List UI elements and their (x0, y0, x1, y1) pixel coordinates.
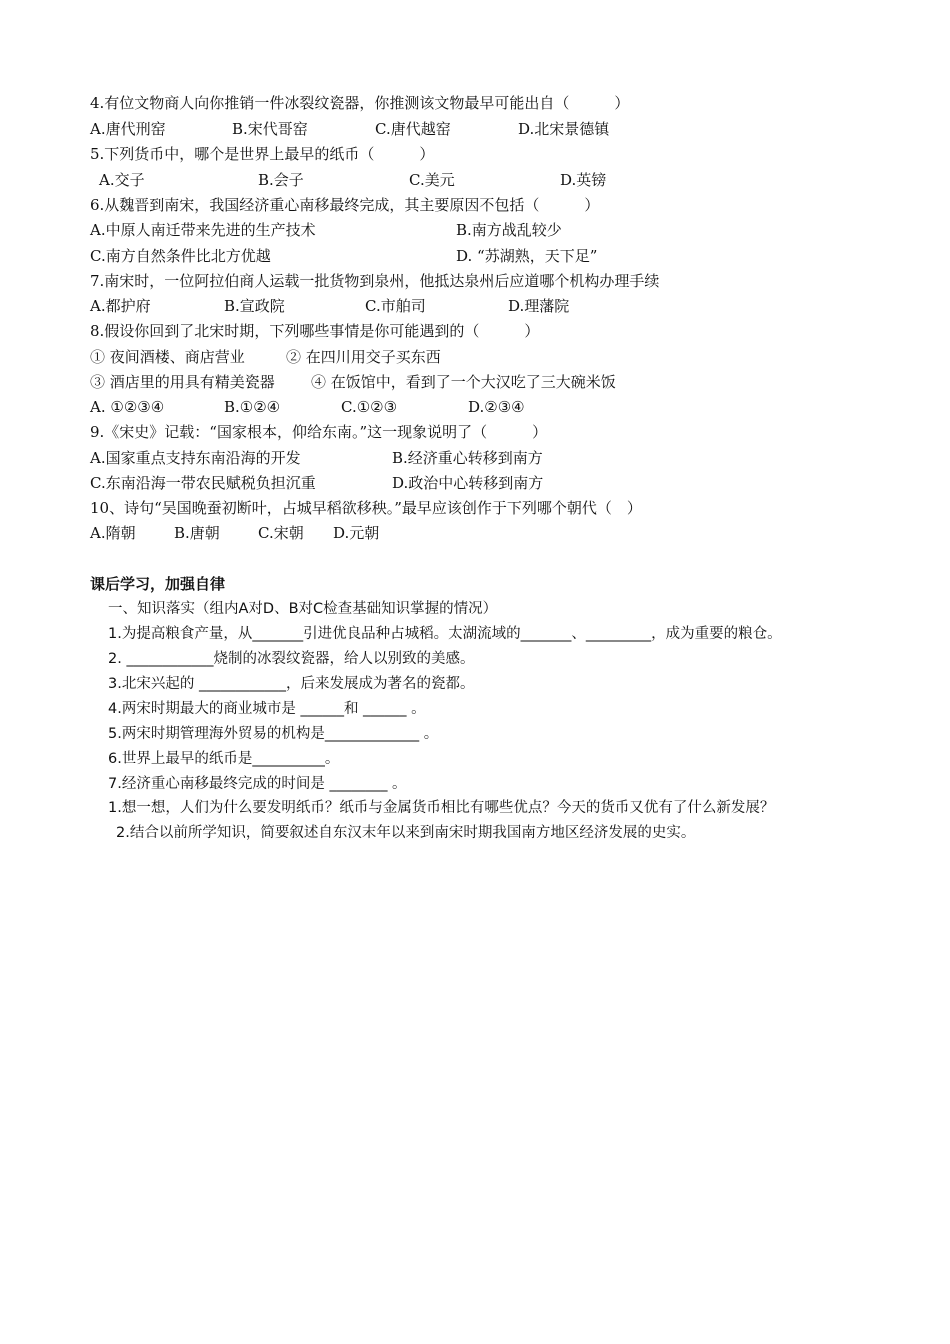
question-4-stem: 4.有位文物商人向你推销一件冰裂纹瓷器，你推测该文物最早可能出自（ ） (90, 94, 630, 112)
q9-option-d: D.政治中心转移到南方 (392, 474, 544, 492)
q9-option-c: C.东南沿海一带农民赋税负担沉重 (90, 474, 316, 492)
think-item-2: 2.结合以前所学知识，简要叙述自东汉末年以来到南宋时期我国南方地区经济发展的史实。 (116, 825, 696, 841)
q4-option-d: D.北宋景德镇 (518, 120, 610, 138)
q6-option-b: B.南方战乱较少 (456, 221, 562, 239)
question-8-stem: 8.假设你回到了北宋时期，下列哪些事情是你可能遇到的（ ） (90, 322, 540, 340)
fill-item-5: 5.两宋时期管理海外贸易的机构是_____________ 。 (108, 726, 439, 742)
q10-option-b: B.唐朝 (174, 524, 220, 542)
q10-option-a: A.隋朝 (90, 524, 136, 542)
q4-option-c: C.唐代越窑 (375, 120, 451, 138)
q8-item-3: ③ 酒店里的用具有精美瓷器 (90, 373, 275, 391)
q8-option-d: D.②③④ (468, 398, 525, 416)
q6-option-a: A.中原人南迁带来先进的生产技术 (90, 221, 316, 239)
question-9-stem: 9.《宋史》记载：“国家根本，仰给东南。”这一现象说明了（ ） (90, 423, 548, 441)
q8-option-a: A. ①②③④ (90, 398, 165, 416)
think-item-1: 1.想一想，人们为什么要发明纸币？纸币与金属货币相比有哪些优点？今天的货币又优有了什么新发展？ (108, 800, 775, 816)
fill-item-1: 1.为提高粮食产量，从_______引进优良品种占城稻。太湖流域的_______、_________，成为重要的粮仓。 (108, 626, 782, 642)
q8-item-1: ① 夜间酒楼、商店营业 (90, 348, 245, 366)
q10-option-c: C.宋朝 (258, 524, 304, 542)
q5-option-b: B.会子 (258, 171, 304, 189)
q8-option-b: B.①②④ (224, 398, 281, 416)
question-6-stem: 6.从魏晋到南宋，我国经济重心南移最终完成，其主要原因不包括（ ） (90, 196, 600, 214)
section-title: 课后学习，加强自律 (90, 575, 226, 593)
fill-item-7: 7.经济重心南移最终完成的时间是 ________ 。 (108, 776, 407, 792)
q4-option-b: B.宋代哥窑 (232, 120, 308, 138)
fill-item-4: 4.两宋时期最大的商业城市是 ______和 ______ 。 (108, 701, 426, 717)
question-5-stem: 5.下列货币中，哪个是世界上最早的纸币（ ） (90, 145, 435, 163)
question-10-stem: 10、诗句“吴国晚蚕初断叶，占城早稻欲移秧。”最早应该创作于下列哪个朝代（ ） (90, 499, 642, 517)
fill-item-6: 6.世界上最早的纸币是__________。 (108, 751, 340, 767)
q4-option-a: A.唐代刑窑 (90, 120, 166, 138)
q8-option-c: C.①②③ (341, 398, 398, 416)
q7-option-d: D.理藩院 (508, 297, 570, 315)
question-7-stem: 7.南宋时，一位阿拉伯商人运载一批货物到泉州，他抵达泉州后应道哪个机构办理手续 (90, 272, 660, 290)
q5-option-a: A.交子 (99, 171, 145, 189)
q7-option-a: A.都护府 (90, 297, 151, 315)
q7-option-c: C.市舶司 (365, 297, 426, 315)
q5-option-c: C.美元 (409, 171, 455, 189)
q7-option-b: B.宣政院 (224, 297, 285, 315)
q6-option-d: D. “苏湖熟，天下足” (456, 247, 598, 265)
section-subtitle: 一、知识落实（组内A对D、B对C检查基础知识掌握的情况） (108, 601, 498, 617)
q5-option-d: D.英镑 (560, 171, 607, 189)
q10-option-d: D.元朝 (333, 524, 380, 542)
q8-item-2: ② 在四川用交子买东西 (286, 348, 441, 366)
q9-option-b: B.经济重心转移到南方 (392, 449, 543, 467)
fill-item-2: 2. ____________烧制的冰裂纹瓷器，给人以别致的美感。 (108, 651, 475, 667)
q9-option-a: A.国家重点支持东南沿海的开发 (90, 449, 301, 467)
fill-item-3: 3.北宋兴起的 ____________，后来发展成为著名的瓷都。 (108, 676, 475, 692)
q6-option-c: C.南方自然条件比北方优越 (90, 247, 271, 265)
q8-item-4: ④ 在饭馆中，看到了一个大汉吃了三大碗米饭 (311, 373, 616, 391)
